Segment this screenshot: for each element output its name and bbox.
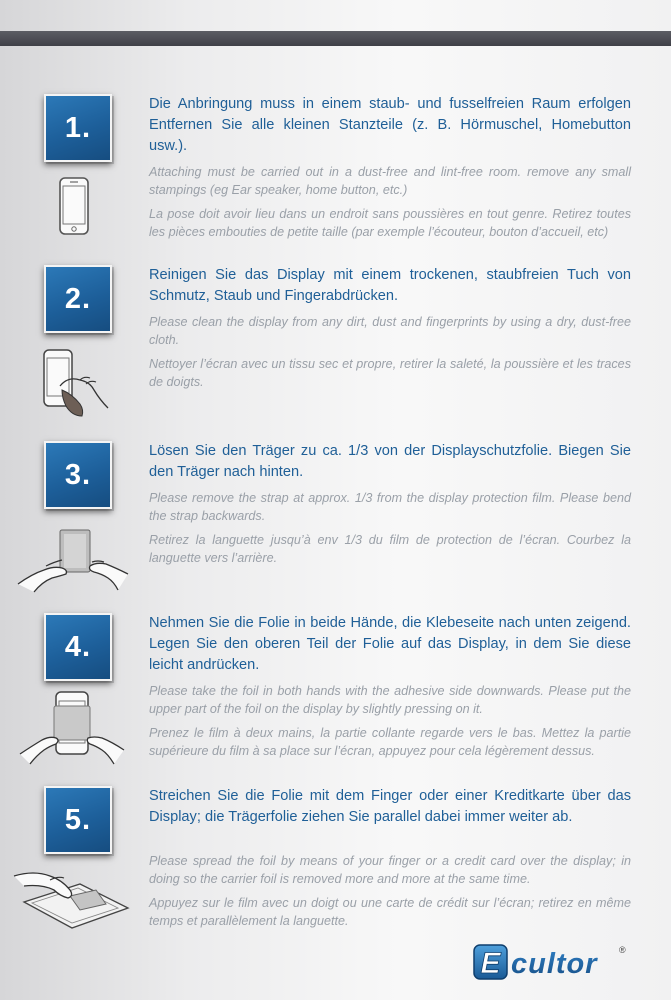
step-text [149, 94, 631, 247]
hand-cloth-phone-icon [34, 346, 114, 418]
instruction-french: Nettoyer l’écran avec un tissu sec et propre, retirer la saleté, la poussière et les traces de doigts. [149, 357, 631, 389]
instruction-french: La pose doit avoir lieu dans un endroit sans poussières en tout genre. Retirez toutes les pièces embouties de petite taille (par exemple l’écouteur, bouton d’accueil, etc) [149, 207, 631, 239]
instruction-french: Retirez la languette jusqu’à env 1/3 du film de protection de l’écran. Courbez la languette vers l’arrière. [149, 533, 631, 565]
instruction-english: Please spread the foil by means of your finger or a credit card over the display; in doing so the carrier foil is removed more and more at the same time. [149, 854, 631, 886]
brand-logo [472, 942, 632, 982]
step-text [149, 613, 631, 766]
phone-icon [56, 176, 94, 238]
instruction-german: Lösen Sie den Träger zu ca. 1/3 von der Displayschutzfolie. Biegen Sie den Träger nach hinten. [149, 443, 631, 480]
step-number-badge: 4. [44, 613, 112, 681]
top-bar [0, 31, 671, 46]
logo-letter: E [480, 947, 501, 980]
instruction-english: Please remove the strap at approx. 1/3 from the display protection film. Please bend the strap backwards. [149, 491, 631, 523]
step-text [149, 441, 631, 573]
hand-card-swipe-icon [10, 862, 140, 934]
hands-film-icon [14, 522, 132, 600]
step-text [149, 786, 631, 936]
step-number-badge: 3. [44, 441, 112, 509]
instruction-german: Die Anbringung muss in einem staub- und fusselfreien Raum erfolgen Entfernen Sie alle kleinen Stanzteile (z. B. Hörmuschel, Homebutton usw.). [149, 96, 631, 154]
step-number-badge: 2. [44, 265, 112, 333]
instruction-english: Please take the foil in both hands with the adhesive side downwards. Please put the upper part of the foil on the display by slightly pressing on it. [149, 684, 631, 716]
logo-graphic [472, 942, 632, 982]
instruction-german: Reinigen Sie das Display mit einem trockenen, staubfreien Tuch von Schmutz, Staub und Fingerabdrücken. [149, 267, 631, 304]
instruction-english: Attaching must be carried out in a dust-free and lint-free room. remove any small stampings (eg Ear speaker, home button, etc.) [149, 165, 631, 197]
step-number-badge: 5. [44, 786, 112, 854]
hands-phone-foil-icon [18, 688, 126, 768]
instruction-german: Nehmen Sie die Folie in beide Hände, die Klebeseite nach unten zeigend. Legen Sie den oberen Teil der Folie auf das Display, in dem Sie diese leicht andrücken. [149, 615, 631, 673]
step-text [149, 265, 631, 397]
step-number-badge: 1. [44, 94, 112, 162]
instruction-french: Appuyez sur le film avec un doigt ou une carte de crédit sur l’écran; retirez en même temps et parallèlement la languette. [149, 896, 631, 928]
instruction-english: Please clean the display from any dirt, dust and fingerprints by using a dry, dust-free cloth. [149, 315, 631, 347]
instruction-french: Prenez le film à deux mains, la partie collante regarde vers le bas. Mettez la partie supérieure du film à sa place sur l’écran, appuyez pour cela légèrement dessus. [149, 726, 631, 758]
instruction-german: Streichen Sie die Folie mit dem Finger oder einer Kreditkarte über das Display; die Trägerfolie ziehen Sie parallel dabei immer weiter ab. [149, 788, 631, 825]
registered-mark: ® [619, 945, 626, 955]
logo-wordmark: cultor [511, 948, 598, 980]
